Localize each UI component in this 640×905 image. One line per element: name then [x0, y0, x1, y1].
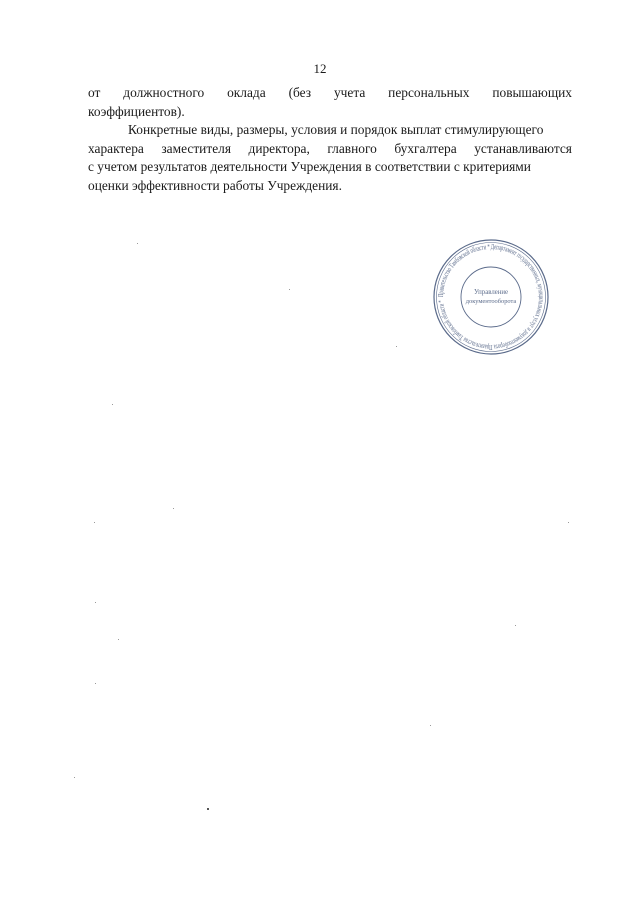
scan-speck [515, 625, 516, 626]
word: устанавливаются [474, 140, 572, 156]
stamp-ring-text [436, 242, 546, 352]
scan-speck [95, 683, 96, 684]
stamp-inner-ring [461, 267, 521, 327]
scan-speck [207, 808, 209, 810]
scan-speck [95, 602, 96, 603]
word: персональных [388, 85, 470, 100]
page-number: 12 [313, 61, 327, 76]
word: оклада [227, 85, 266, 100]
scan-speck [118, 639, 119, 640]
word: директора, [248, 140, 310, 156]
word: характера [88, 140, 144, 156]
word: повышающих [492, 85, 572, 100]
paragraph-1-line-2: коэффициентов). [88, 103, 185, 119]
scan-speck [396, 346, 397, 347]
scan-speck [137, 243, 138, 244]
word: заместителя [161, 140, 231, 156]
word: учета [333, 85, 366, 100]
paragraph-2-line-2 [88, 140, 572, 159]
scan-speck [173, 508, 174, 509]
paragraph-2-line-4: оценки эффективности работы Учреждения. [88, 177, 342, 193]
stamp-outer-ring [434, 240, 548, 354]
word: бухгалтера [394, 140, 457, 156]
paragraph-2-line-3: с учетом результатов деятельности Учреждения в соответствии с критериями [88, 159, 531, 175]
official-stamp [431, 237, 551, 357]
scan-speck [430, 725, 431, 726]
paragraph-2-line-1: Конкретные виды, размеры, условия и порядок выплат стимулирующего [128, 122, 544, 138]
word: от [88, 85, 101, 100]
scan-speck [94, 522, 95, 523]
body-text [88, 84, 572, 196]
paragraph-1-line-1 [88, 84, 572, 103]
scan-speck [74, 777, 75, 778]
stamp-center-line-1: Управление [473, 289, 509, 296]
stamp-center-line-2: документооборота [465, 298, 517, 305]
word: должностного [123, 85, 205, 100]
scan-speck [289, 289, 290, 290]
scan-speck [112, 404, 113, 405]
stamp-ring-textpath: Правительство Тамбовской области * Департамент государственных, муниципальных услуг и документооборота Правительства Тамбовской области * [435, 241, 547, 353]
word: главного [327, 140, 377, 156]
word: (без [288, 85, 312, 100]
scan-speck [568, 522, 569, 523]
